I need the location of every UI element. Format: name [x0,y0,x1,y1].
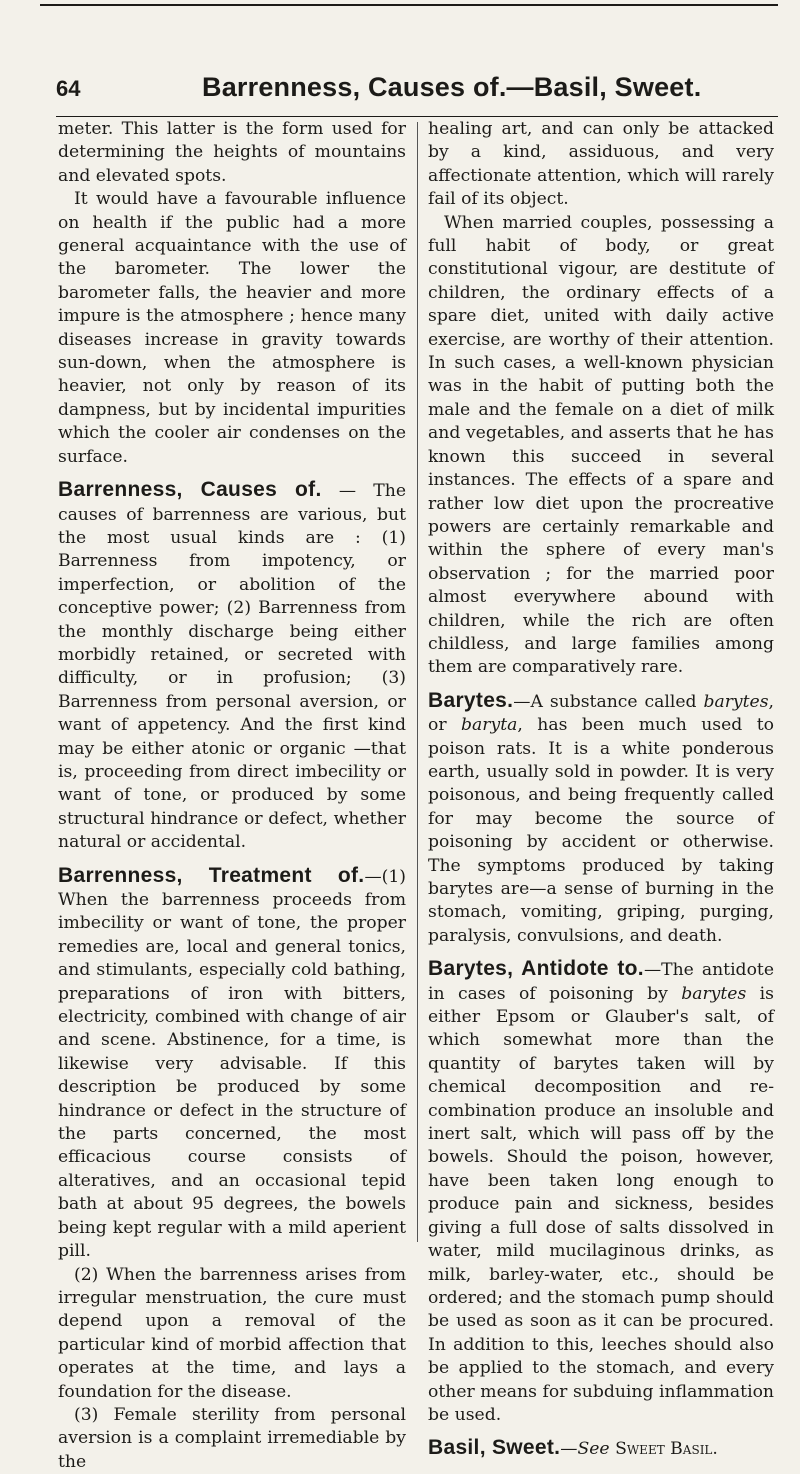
headword-barytes: Barytes. [428,688,514,712]
headword-basil-sweet: Basil, Sweet. [428,1436,561,1460]
page-header [56,72,778,112]
page-number: 64 [56,76,81,101]
entry-basil-sweet [428,1436,774,1461]
entry-barrenness-causes [58,478,406,855]
paragraph-married-couples: When married couples, possessing a full habit of body, or great constitutional vigour, are destitute of children, the ordinary effects of a spare diet, united with daily active exercise, are worthy of their attention. In such cases, a well-known physician was in the habit of putting both the male and the female on a diet of milk and vegetables, and asserts that he has known this succeed in several instances. The effects of a spare and rather low diet upon the procreative powers are certainly remarkable and within the sphere of every man's observation ; for the married poor almost everywhere abound with children, while the rich are often childless, and large families among them are comparatively rare. [428,212,774,678]
header-rule [56,116,778,117]
paragraph-treatment-3: (3) Female sterility from personal aversion is a complaint irremediable by the [58,1404,406,1472]
see-label: —See [560,1439,616,1460]
right-column [428,118,774,1462]
entry-text: —A substance called [513,691,704,712]
headword-barytes-antidote: Barytes, Antidote to. [428,957,644,981]
top-border-rule [40,4,778,6]
italic-term: barytes [681,983,747,1004]
entry-barrenness-treatment [58,864,406,1264]
entry-text: — The causes of barrenness are various, but the most usual kinds are : (1) Barrenness from impotency, or imperfection, or abolition of the conceptive power; (2) Barrenness from the monthly discharge being either morbidly retained, or secreted with difficulty, or in profusion; (3) Barrenness from personal aversion, or want of appetency. And the first kind may be either atonic or organic —that is, proceeding from direct imbecility or want of tone, or produced by some structural hindrance or defect, whether natural or accidental. [58,481,406,853]
entry-text: —(1) When the barrenness proceeds from imbecility or want of tone, the proper remedies are, local and general tonics, and stimulants, especially cold bathing, preparations of iron with bitters, electricity, combined with change of air and scene. Abstinence, for a time, is likewise very advisable. If this description be produced by some hindrance or defect in the structure of the parts concerned, the most efficacious course consists of alteratives, and an occasional tepid bath at about 95 degrees, the bowels being kept regular with a mild aperient pill. [58,866,406,1262]
entry-text: is either Epsom or Glauber's salt, of which somewhat more than the quantity of barytes taken will by chemical decomposition and re-combination produce an insoluble and inert salt, which will pass off by the bowels. Should the poison, however, have been taken long enough to produce pain and sickness, besides giving a full dose of salts dissolved in water, mild mucilaginous drinks, as milk, barley-water, etc., should be ordered; and the stomach pump should be used as soon as it can be procured. In addition to this, leeches should also be applied to the stomach, and every other means for subduing inflammation be used. [428,983,774,1425]
paragraph-treatment-2: (2) When the barrenness arises from irregular menstruation, the cure must depend upon a removal of the particular kind of morbid affection that operates at the time, and lays a foundation for the disease. [58,1264,406,1402]
italic-term: barytes [703,691,769,712]
entry-barytes [428,689,774,948]
headword-barrenness-causes: Barrenness, Causes of. [58,478,322,502]
paragraph-barometer-health: It would have a favourable influence on health if the public had a more general acquaintance with the use of the barometer. The lower the barometer falls, the heavier and more impure is the atmosphere ; hence many diseases increase in gravity towards sun-down, when the atmosphere is heavier, not only by reason of its dampness, but by incidental impurities which the cooler air condenses on the surface. [58,189,406,467]
entry-text: , has been much used to poison rats. It is a white ponderous earth, usually sold in powder. It is very poisonous, and being frequently called for may become the source of poisoning by accident or otherwise. The symptoms produced by taking barytes are—a sense of burning in the stomach, vomiting, griping, purging, paralysis, convulsions, and death. [428,715,774,946]
entry-text: —The antidote in cases of poisoning by [428,960,774,1004]
column-divider [417,122,418,1242]
entry-barytes-antidote [428,957,774,1427]
left-column [58,118,406,1474]
entry-text: , or [428,691,774,736]
cross-reference: Sweet Basil. [615,1439,718,1460]
paragraph-continued: meter. This latter is the form used for determining the heights of mountains and elevated spots. [58,119,406,186]
paragraph-continued: healing art, and can only be attacked by a kind, assiduous, and very affectionate attention, which will rarely fail of its object. [428,119,774,210]
running-title: Barrenness, Causes of.—Basil, Sweet. [202,72,702,102]
headword-barrenness-treatment: Barrenness, Treatment of. [58,863,365,887]
italic-term: baryta [461,715,518,736]
